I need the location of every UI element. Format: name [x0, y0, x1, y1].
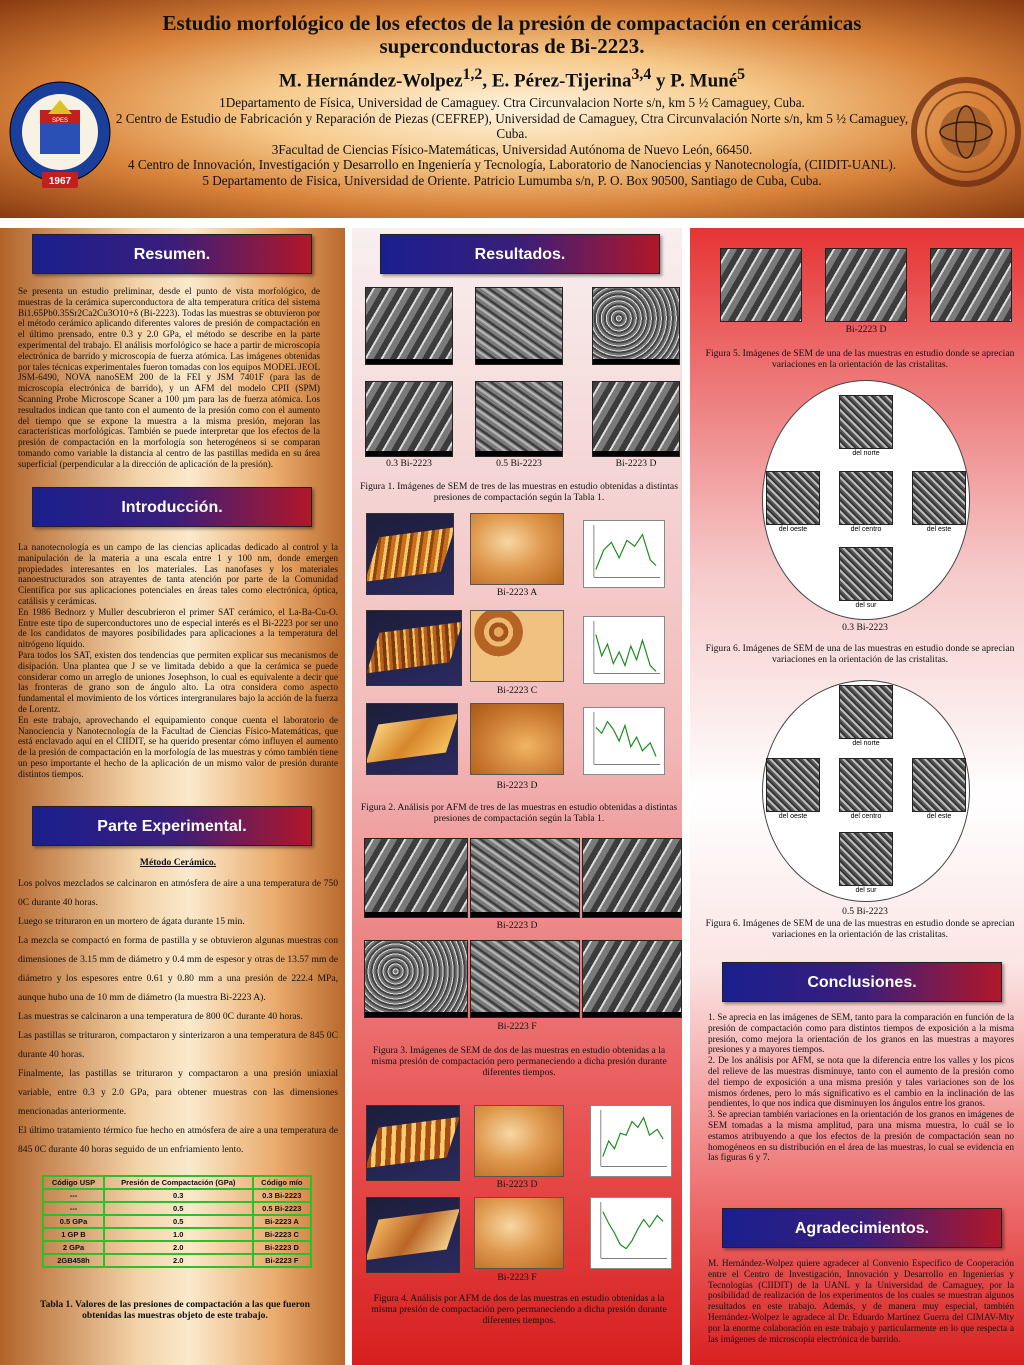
- afm-2d-image: [470, 703, 564, 775]
- figure-label: Bi-2223 F: [497, 1272, 537, 1283]
- acknowledgements-text: M. Hernández-Wolpez quiere agradecer al Convenio Específico de Cooperación entre el Centro de Investigación, Innovación y Desarrollo en Ingenierías y Tecnologías (CIIDIT) de la UANL y la Universidad de Camaguey, por la posibilidad de realización de los experimentos de los cuales se muestran algunos resultados en este trabajo. Además, y de manera muy especial, también Hernández-Wolpez le agradece al Dr. Eduardo Martínez Guerra del CIMAV-Mty por la enorme colaboración en este trabajo y particularmente en lo que respecta a las imágenes de microscopía electrónica de barrido.: [708, 1259, 1014, 1345]
- sem-image: [582, 940, 682, 1018]
- conclusion-item: 1. Se aprecia en las imágenes de SEM, tanto para la comparación en función de la presión de compactación como para distintos tiempos de exposición a la misma presión, como mejora la orientación de los granos en las muestras a mayores presiones y a mayores tiempos.: [708, 1013, 1014, 1056]
- affiliation-2: 2 Centro de Estudio de Fabricación y Reparación de Piezas (CEFREP), Universidad de Camaguey, Ctra Circunvalación Norte s/n, km 5 ½ Camaguey, Cuba.: [115, 110, 909, 141]
- afm-2d-image: [474, 1197, 564, 1269]
- figure-label: Bi-2223 A: [496, 587, 538, 598]
- table-cell: Bi-2223 F: [253, 1254, 311, 1267]
- experimental-paragraph: El último tratamiento térmico fue hecho en atmósfera de aire a una temperatura de 845 0C durante 40 horas seguido de un enfriamiento lento.: [18, 1125, 338, 1155]
- table-cell: Bi-2223 A: [253, 1215, 311, 1228]
- intro-paragraph: La nanotecnología es un campo de las ciencias aplicadas dedicado al control y la manipulación de la materia a una escala entre 1 y 100 nm, donde emergen propiedades interesantes en los materiales. Las nanofases y los materiales nanoestructurados son atrayentes de tanta atención por parte de la Comunidad Científica por sus aplicaciones potenciales en áreas tales como electrónica, óptica, catálisis y cerámicas.: [18, 543, 338, 607]
- svg-text:SPES: SPES: [51, 118, 69, 124]
- affiliation-3: 3Facultad de Ciencias Físico-Matemáticas, Universidad Autónoma de Nuevo León, 66450.: [271, 141, 753, 157]
- section-resumen-title: Resumen.: [32, 234, 312, 274]
- section-experimental-title: Parte Experimental.: [32, 806, 312, 846]
- pressure-table: [42, 1175, 312, 1268]
- table-cell: 1 GP B: [43, 1228, 104, 1241]
- figure-label: Bi-2223 D: [845, 324, 887, 335]
- experimental-paragraph: Los polvos mezclados se calcinaron en atmósfera de aire a una temperatura de 750 0C durante 40 horas.: [18, 878, 338, 908]
- figure-label: 0.3 Bi-2223: [842, 622, 888, 633]
- afm-2d-image: [470, 610, 564, 682]
- intro-paragraph: En este trabajo, aprovechando el equipamiento conque cuenta el laboratorio de Nanociencia y Nanotecnología de la Facultad de Ciencias Físico-Matemáticas, que está enclavado aquí en el CIIDIT, se ha querido presentar cómo influyen el aumento de la presión de compactación en la morfología de las muestras y cómo también tiene un peso importante el hecho de la aplicación de un mismo valor de presión durante distintos tiempos.: [18, 715, 338, 780]
- table-cell: 2.0: [104, 1254, 253, 1267]
- sem-image: [364, 838, 468, 918]
- afm-3d-image: [366, 1197, 460, 1273]
- figure-label: Bi-2223 C: [496, 685, 538, 696]
- sem-image: [470, 838, 580, 918]
- position-label: del norte: [852, 450, 880, 457]
- figure-1-caption: Figura 1. Imágenes de SEM de tres de las muestras en estudio obtenidas a distintas presiones de compactación según la Tabla 1.: [360, 481, 678, 503]
- afm-profile-plot: [583, 520, 665, 588]
- section-resultados-title: Resultados.: [380, 234, 660, 274]
- affiliation-4: 4 Centro de Innovación, Investigación y Desarrollo en Ingeniería y Tecnología, Laboratorio de Nanociencias y Nanotecnología, (CIIDIT-UANL).: [127, 157, 897, 172]
- afm-3d-image: [366, 1105, 460, 1181]
- figure-6b-caption: Figura 6. Imágenes de SEM de una de las muestras en estudio donde se aprecian variaciones en la orientación de las cristalitas.: [705, 918, 1015, 940]
- sem-tile: [839, 547, 893, 601]
- figure-label: 0.3 Bi-2223: [386, 458, 432, 469]
- table-header-cell: Código USP: [43, 1176, 104, 1189]
- afm-profile-plot: [590, 1105, 672, 1177]
- table-cell: Bi-2223 D: [253, 1241, 311, 1254]
- figure-label: Bi-2223 D: [615, 458, 657, 469]
- sem-tile: [912, 471, 966, 525]
- table-row: [43, 1228, 311, 1241]
- table-cell: ---: [43, 1202, 104, 1215]
- table-cell: 0.5 Bi-2223: [253, 1202, 311, 1215]
- table-cell: 2.0: [104, 1241, 253, 1254]
- experimental-subtitle: Método Cerámico.: [139, 857, 217, 868]
- table-row: [43, 1254, 311, 1267]
- experimental-paragraph: Finalmente, las pastillas se trituraron y compactaron a una presión uniaxial variable, entre 0.3 y 2.0 GPa, para obtener muestras con las dimensiones mencionadas anteriormente.: [18, 1068, 338, 1117]
- afm-2d-image: [470, 513, 564, 585]
- experimental-text: [18, 858, 338, 1159]
- table-cell: ---: [43, 1189, 104, 1202]
- sem-image: [930, 248, 1012, 322]
- table-header-cell: Código mío: [253, 1176, 311, 1189]
- experimental-paragraph: Las pastillas se trituraron, compactaron y sinterizaron a una temperatura de 845 0C durante 40 horas.: [18, 1030, 338, 1060]
- table-cell: 0.3 Bi-2223: [253, 1189, 311, 1202]
- poster-affiliations: [112, 95, 912, 188]
- intro-paragraph: Para todos los SAT, existen dos tendencias que permiten explicar sus mecanismos de disipación. Una plantea que J se ve limitada debido a que la cerámica se puede considerar como un arreglo de uniones Josephson, lo cual es equivalente a decir que las fronteras de grano son de ángulo alto. La otra considera como aspecto fundamental el movimiento de los vórtices intergranulares bajo la acción de la fuerza de Lorentz.: [18, 650, 338, 715]
- table-cell: 0.5: [104, 1215, 253, 1228]
- table-row: [43, 1189, 311, 1202]
- position-label: del centro: [850, 813, 882, 820]
- section-conclusiones-title: Conclusiones.: [722, 962, 1002, 1002]
- figure-label: 0.5 Bi-2223: [842, 906, 888, 917]
- sem-tile: [839, 758, 893, 812]
- sem-image: [592, 287, 680, 365]
- table-cell: 0.3: [104, 1189, 253, 1202]
- afm-profile-plot: [583, 707, 665, 775]
- sem-tile: [839, 471, 893, 525]
- figure-label: Bi-2223 D: [496, 1179, 538, 1190]
- position-label: del este: [926, 813, 952, 820]
- poster-title: Estudio morfológico de los efectos de la presión de compactación en cerámicas superconductoras de Bi-2223.: [162, 11, 862, 58]
- table-cell: 2 GPa: [43, 1241, 104, 1254]
- sem-image: [825, 248, 907, 322]
- afm-profile-plot: [590, 1197, 672, 1269]
- sem-image: [365, 287, 453, 365]
- table-header-row: [43, 1176, 311, 1189]
- poster-header: [0, 0, 1024, 218]
- position-label: del sur: [855, 887, 877, 894]
- poster-authors: M. Hernández-Wolpez$^{1,2}$, E. Pérez-Tijerina$^{3,4}$ y P. Muné$^5$: [278, 66, 746, 92]
- position-label: del norte: [852, 740, 880, 747]
- figure-label: Bi-2223 D: [496, 780, 538, 791]
- sem-image: [470, 940, 580, 1018]
- affiliation-5: 5 Departamento de Fisica, Universidad de Oriente. Patricio Lumumba s/n, P. O. Box 90500, Santiago de Cuba, Cuba.: [202, 172, 822, 188]
- section-agradecimientos-title: Agradecimientos.: [722, 1208, 1002, 1248]
- figure-5-caption: Figura 5. Imágenes de SEM de una de las muestras en estudio donde se aprecian variaciones en la orientación de las cristalitas.: [705, 348, 1015, 370]
- sem-tile: [839, 395, 893, 449]
- sem-tile: [766, 758, 820, 812]
- figure-6a-caption: Figura 6. Imágenes de SEM de una de las muestras en estudio donde se aprecian variaciones en la orientación de las cristalitas.: [705, 643, 1015, 665]
- figure-label: Bi-2223 F: [497, 1021, 537, 1032]
- experimental-paragraph: Las muestras se calcinaron a una temperatura de 800 0C durante 40 horas.: [18, 1011, 303, 1022]
- figure-label: 0.5 Bi-2223: [496, 458, 542, 469]
- intro-text: [18, 543, 338, 781]
- table-row: [43, 1241, 311, 1254]
- sem-image: [582, 838, 682, 918]
- sem-tile: [839, 685, 893, 739]
- table-row: [43, 1215, 311, 1228]
- sem-image: [592, 381, 680, 457]
- afm-2d-image: [474, 1105, 564, 1177]
- sem-image: [365, 381, 453, 457]
- afm-3d-image: [366, 610, 462, 686]
- experimental-paragraph: La mezcla se compactó en forma de pastilla y se obtuvieron algunas muestras con dimensiones de 3.15 mm de diámetro y 0.4 mm de espesor y otras de 13.57 mm de diámetro y los espesores entre 0.61 y 0.80 mm a una presión de 222.4 MPa, aunque hubo una de 10 mm de diámetro (la muestra Bi-2223 A).: [18, 935, 338, 1003]
- afm-3d-image: [366, 703, 458, 775]
- position-label: del centro: [850, 526, 882, 533]
- svg-text:1967: 1967: [48, 176, 72, 187]
- table-caption: Tabla 1. Valores de las presiones de compactación a las que fueron obtenidas las muestras objeto de este trabajo.: [40, 1299, 310, 1321]
- conclusion-item: 2. De los análisis por AFM, se nota que la diferencia entre los valles y los picos del relieve de las muestras disminuye, tanto con el aumento de la presión como del tiempo de exposición a una misma presión y tales variaciones son de los mismos órdenes, pero lo más significativo es el cambio en la inclinación de las pendientes, lo que nos indica que disminuyen los ángulos entre los granos.: [708, 1056, 1014, 1110]
- resumen-text: Se presenta un estudio preliminar, desde el punto de vista morfológico, de muestras de la cerámica superconductora de alta temperatura crítica del sistema Bi1.65Pb0.35Sr2Ca2Cu3O10+δ (Bi-2223). Todas las muestras se obtuvieron por el método cerámico aplicando diferentes valores de presión de compactación en el último prensado, entre 0.3 y 2.0 GPa, el método se describe en la parte experimental del trabajo. El análisis morfológico se hace a partir de microscopía electrónica de barrido y microscopía de fuerza atómica. Las imágenes obtenidas por tales técnicas experimentales fueron tomadas con los equipos MODEL JEOL JSM-6490, NOVA nanoSEM 200 de la FEI y JSM 7401F (para las de microscopía electrónica de barrido), y un AFM del modelo CPII (SPM) Scanning Probe Microscope Scaner a 100 µm para las de fuerza atómica. Los resultados indican que tanto con el aumento de la presión como con el aumento del tiempo que se expone la muestra a la misma presión, mejoran las características morfológicas. También se puede interpretar que los efectos de la presión de compactación en la morfología son heterogéneos si se comparan tomando como variable la distancia al centro de las pastillas medida en su área superficial (perpendicular a la dirección de aplicación de la presión).: [18, 287, 320, 470]
- table-cell: 0.5 GPa: [43, 1215, 104, 1228]
- table-header-cell: Presión de Compactación (GPa): [104, 1176, 253, 1189]
- section-introduccion-title: Introducción.: [32, 487, 312, 527]
- sem-image: [475, 381, 563, 457]
- figure-3-caption: Figura 3. Imágenes de SEM de dos de las muestras en estudio obtenidas a la misma presión de compactación pero permaneciendo a dicha presión durante diferentes tiempos.: [371, 1045, 667, 1078]
- sem-image: [720, 248, 802, 322]
- position-label: del oeste: [778, 813, 808, 820]
- university-seal-logo: [8, 70, 112, 200]
- experimental-paragraph: Luego se trituraron en un mortero de ágata durante 15 min.: [18, 916, 245, 927]
- figure-4-caption: Figura 4. Análisis por AFM de dos de las muestras en estudio obtenidas a la misma presión de compactación pero permaneciendo a dicha presión durante diferentes tiempos.: [371, 1293, 667, 1326]
- sem-tile: [839, 832, 893, 886]
- sem-image: [475, 287, 563, 365]
- affiliation-1: 1Departamento de Física, Universidad de Camaguey. Ctra Circunvalacion Norte s/n, km 5 ½ Camaguey, Cuba.: [219, 95, 805, 110]
- afm-profile-plot: [583, 616, 665, 684]
- position-label: del oeste: [778, 526, 808, 533]
- sem-image: [364, 940, 468, 1018]
- sem-tile: [912, 758, 966, 812]
- table-cell: 2GB458h: [43, 1254, 104, 1267]
- sem-tile: [766, 471, 820, 525]
- position-label: del sur: [855, 602, 877, 609]
- conclusions-text: [708, 1013, 1014, 1164]
- position-label: del este: [926, 526, 952, 533]
- figure-label: Bi-2223 D: [496, 920, 538, 931]
- figure-2-caption: Figura 2. Análisis por AFM de tres de las muestras en estudio obtenidas a distintas presiones de compactación según la Tabla 1.: [360, 802, 678, 824]
- table-cell: Bi-2223 C: [253, 1228, 311, 1241]
- table-cell: 1.0: [104, 1228, 253, 1241]
- conclusion-item: 3. Se aprecian también variaciones en la orientación de los granos en imágenes de SEM tomadas a la misma amplitud, para una misma muestra, lo cuál se lo estamos atribuyendo a que los efectos de la presión de compactación sean no homogéneos en su distribución en el área de las muestras, lo cual se evidencia en las figuras 6 y 7.: [708, 1110, 1014, 1164]
- intro-paragraph: En 1986 Bednorz y Muller descubrieron el primer SAT cerámico, el La-Ba-Cu-O. Entre este tipo de superconductores uno de especial interés es el Bi-2223 por ser uno de los candidatos de mayores posibilidades para aplicaciones a la temperatura del nitrógeno líquido.: [18, 607, 338, 651]
- table-cell: 0.5: [104, 1202, 253, 1215]
- faculty-seal-logo: [910, 62, 1022, 202]
- afm-3d-image: [366, 513, 454, 595]
- table-row: [43, 1202, 311, 1215]
